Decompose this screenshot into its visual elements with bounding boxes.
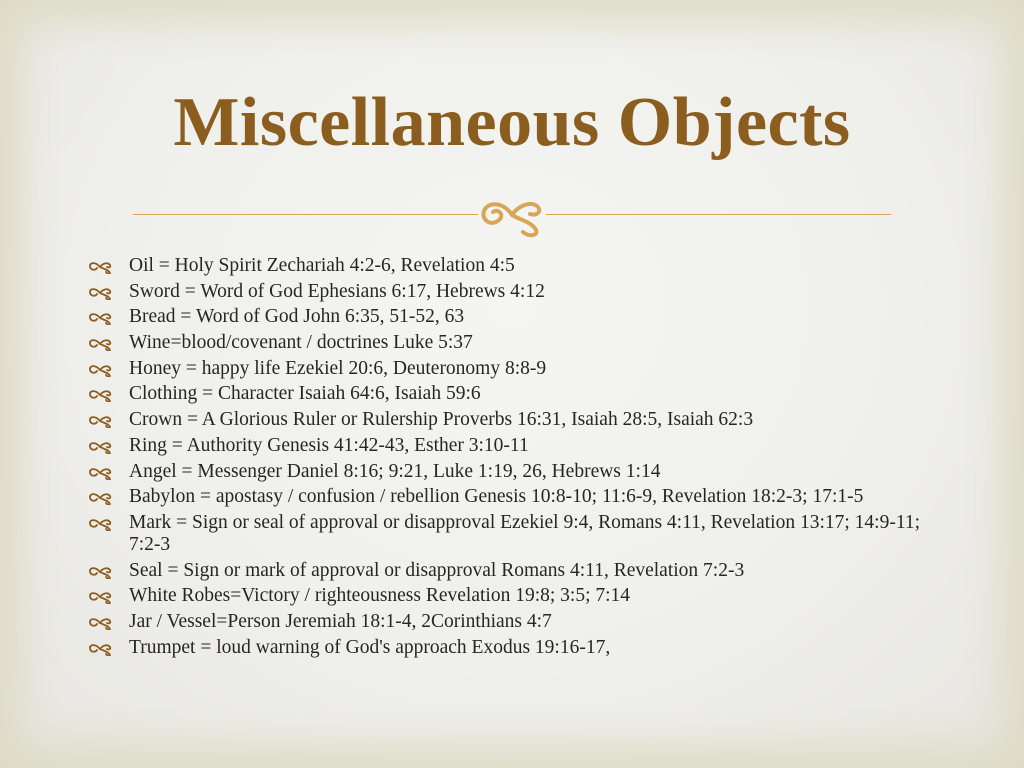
list-item [88,255,948,277]
list-item-text: Bread = Word of God John 6:35, 51-52, 63 [129,306,465,328]
fleuron-bullet-icon [88,414,112,428]
list-item-text: Ring = Authority Genesis 41:42-43, Esther 3:10-11 [129,434,529,456]
list-item [88,461,948,483]
list-item [88,585,948,607]
list-item-text: Jar / Vessel=Person Jeremiah 18:1-4, 2Corinthians 4:7 [129,610,552,632]
fleuron-bullet-icon [88,363,112,377]
list-item-text: Clothing = Character Isaiah 64:6, Isaiah 59:6 [129,383,481,405]
fleuron-bullet-icon [88,517,112,531]
list-item [88,637,948,659]
title-rule-right [546,214,891,215]
list-item [88,435,948,457]
fleuron-bullet-icon [88,337,112,351]
list-item [88,332,948,354]
title-rule-left [133,214,478,215]
fleuron-bullet-icon [88,590,112,604]
list-item-text: Trumpet = loud warning of God's approach Exodus 19:16-17, [129,636,611,658]
list-item [88,409,948,431]
list-item [88,486,948,508]
list-item [88,358,948,380]
fleuron-bullet-icon [88,616,112,630]
list-item-text: Honey = happy life Ezekiel 20:6, Deuteronomy 8:8-9 [129,357,547,379]
list-item [88,306,948,328]
list-item-text: Oil = Holy Spirit Zechariah 4:2-6, Revelation 4:5 [129,255,515,276]
list-item-text: Sword = Word of God Ephesians 6:17, Hebrews 4:12 [129,280,545,302]
list-item-text: Babylon = apostasy / confusion / rebellion Genesis 10:8-10; 11:6-9, Revelation 18:2-3; 17:1-5 [129,486,864,508]
list-item-text: White Robes=Victory / righteousness Revelation 19:8; 3:5; 7:14 [129,585,631,607]
fleuron-bullet-icon [88,642,112,656]
list-item [88,383,948,405]
fleuron-bullet-icon [88,260,112,274]
list-item [88,560,948,582]
fleuron-bullet-icon [88,466,112,480]
list-item [88,281,948,303]
list-item-text: Seal = Sign or mark of approval or disapproval Romans 4:11, Revelation 7:2-3 [129,559,745,581]
bullet-list [88,255,948,662]
fleuron-bullet-icon [88,491,112,505]
list-item-text: Angel = Messenger Daniel 8:16; 9:21, Luke 1:19, 26, Hebrews 1:14 [129,460,661,482]
fleuron-ornament-icon [478,192,546,238]
fleuron-bullet-icon [88,286,112,300]
list-item-text: Mark = Sign or seal of approval or disapproval Ezekiel 9:4, Romans 4:11, Revelation 13:17; 14:9-11; 7:2-3 [129,511,921,555]
list-item-text: Crown = A Glorious Ruler or Rulership Proverbs 16:31, Isaiah 28:5, Isaiah 62:3 [129,409,754,431]
list-item-text: Wine=blood/covenant / doctrines Luke 5:37 [129,332,473,354]
fleuron-bullet-icon [88,565,112,579]
list-item [88,512,948,556]
fleuron-bullet-icon [88,311,112,325]
fleuron-bullet-icon [88,388,112,402]
slide-title: Miscellaneous Objects [173,84,851,161]
list-item [88,611,948,633]
fleuron-bullet-icon [88,440,112,454]
